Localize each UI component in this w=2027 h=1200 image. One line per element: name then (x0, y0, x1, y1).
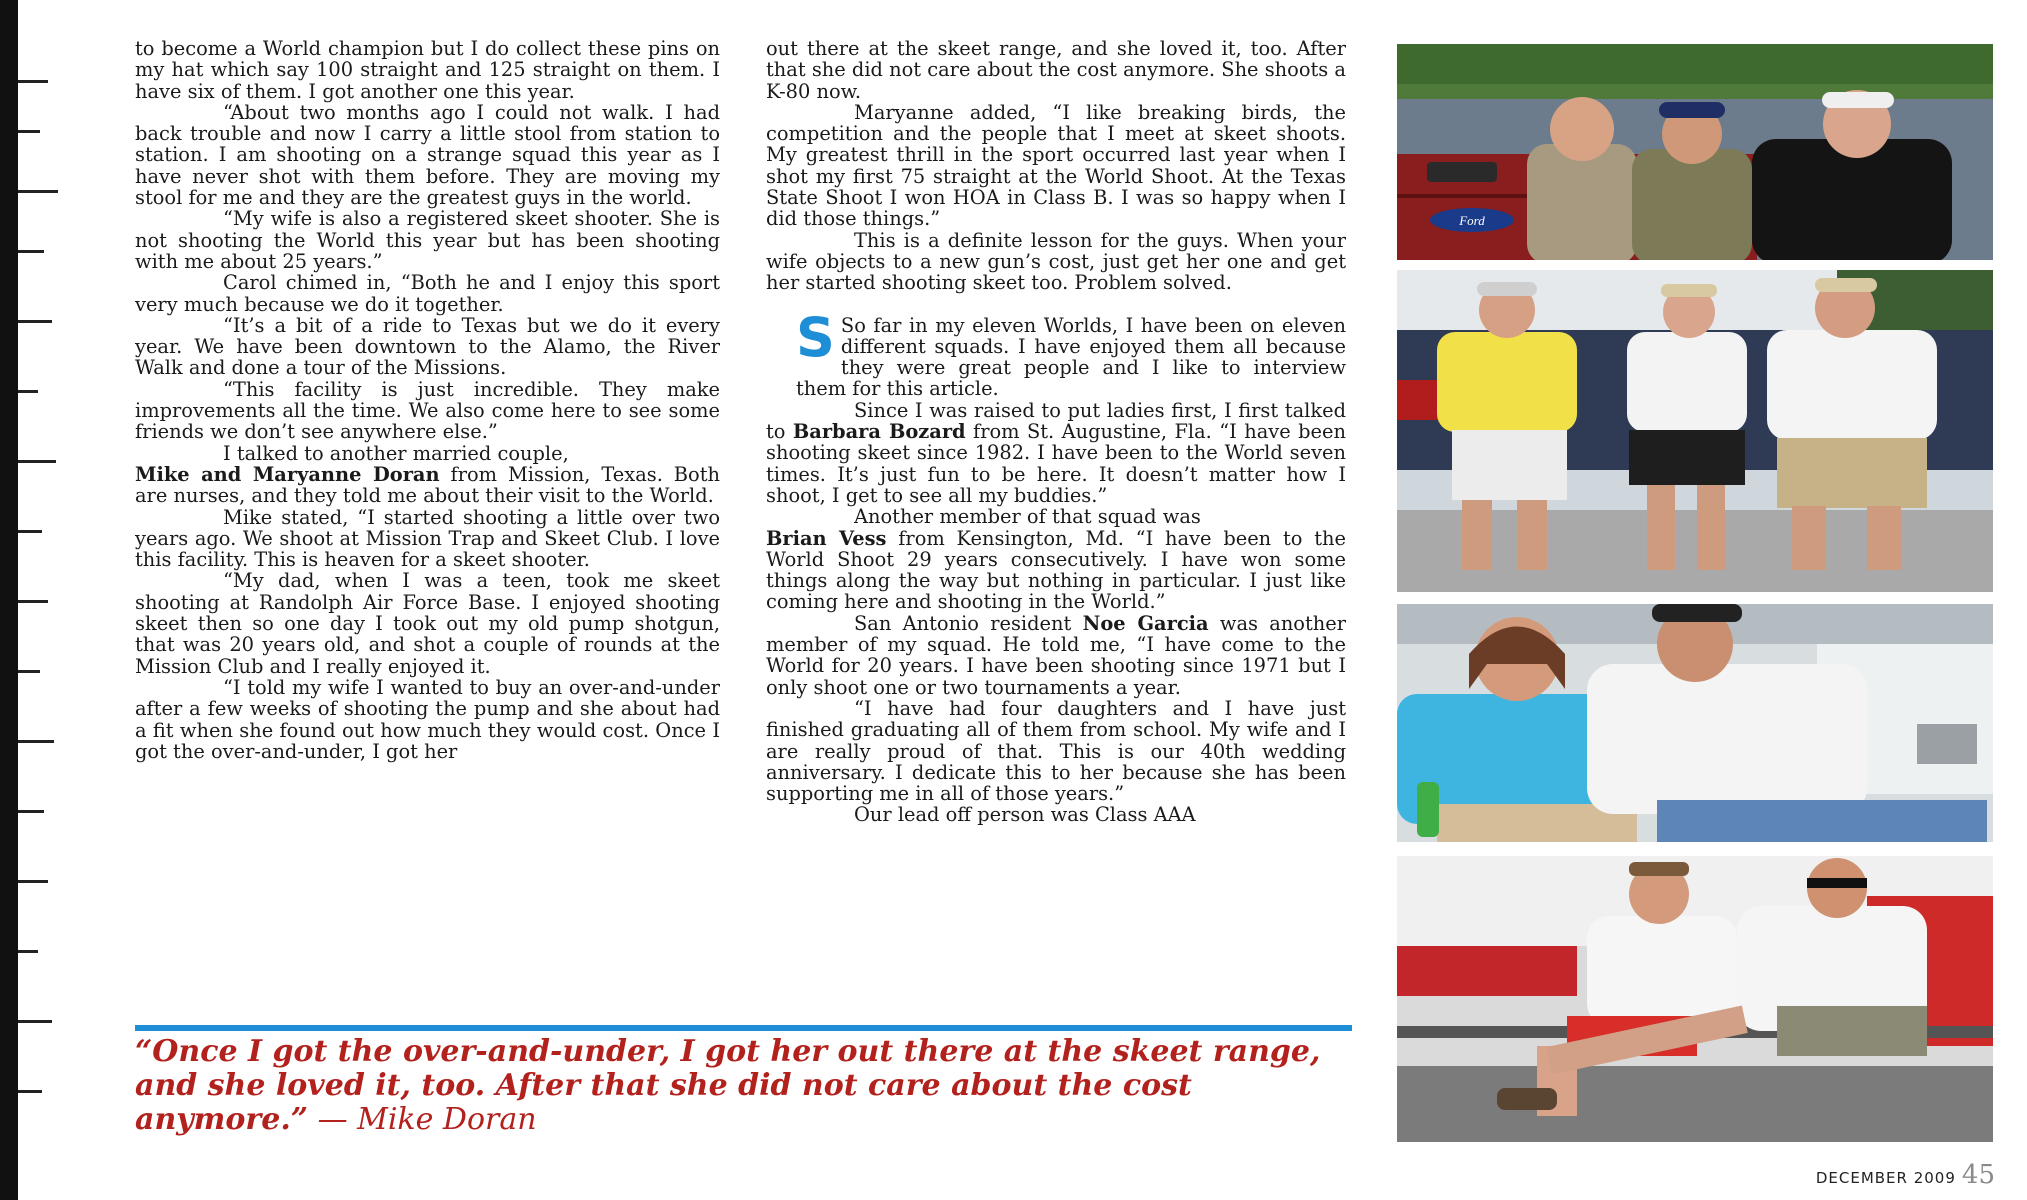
paragraph: “I told my wife I wanted to buy an over-and-under after a few weeks of shooting the pump and she about had a fit when she found out how much they would cost. Once I got the over-and-under, I got her (135, 675, 720, 763)
paragraph-text: was another member of my squad. He told me, “I have come to the World for 20 years. I have been shooting since 1971 but I only shoot one or two tournaments a year. (766, 611, 1347, 699)
name-barbara-bozard: Barbara Bozard (792, 420, 966, 444)
photo-couple-seated-indoors (1397, 604, 1993, 842)
paragraph-text: Since I was raised to put ladies first, I first talked to (766, 398, 1346, 444)
paragraph (766, 528, 1346, 613)
article-column-1 (135, 38, 720, 762)
paragraph: Mike stated, “I started shooting a little over two years ago. We shoot at Mission Trap and Skeet Club. I love this facility. This is heaven for a skeet shooter. (135, 505, 720, 572)
scan-binding-edge (0, 0, 18, 1200)
page-number: 45 (1961, 1160, 1995, 1190)
paragraph: “About two months ago I could not walk. I had back trouble and now I carry a little stool from station to station. I am shooting on a strange squad this year as I have never shot with them before. They are moving my stool for me and they are the greatest guys in the world. (135, 100, 720, 210)
paragraph (766, 400, 1346, 506)
paragraph: Maryanne added, “I like breaking birds, the competition and the people that I meet at skeet shoots. My greatest thrill in the sport occurred last year when I shot my first 75 straight at the World Shoot. At the Texas State Shoot I won HOA in Class B. I was so happy when I did those things.” (766, 100, 1346, 231)
photo-couple-on-bench (1397, 856, 1993, 1142)
page-footer (1816, 1160, 1995, 1190)
truck-badge: Ford (1459, 213, 1485, 228)
photo-three-men-by-truck (1397, 44, 1993, 260)
article-column-2 (766, 38, 1346, 826)
name-brian-vess: Brian Vess (766, 526, 887, 550)
photo-three-shooters-standing (1397, 270, 1993, 592)
paragraph (766, 305, 1346, 401)
paragraph: “My dad, when I was a teen, took me skeet shooting at Randolph Air Force Base. I enjoyed shooting skeet then so one day I took out my old pump shotgun, that was 20 years old, and shot a couple of rounds at the Mission Club and I really enjoyed it. (135, 569, 720, 678)
paragraph (766, 613, 1346, 698)
pull-quote-attribution: — Mike Doran (308, 1102, 537, 1137)
pull-quote-text: “Once I got the over-and-under, I got her out there at the skeet range, and she loved it, too. After that she did not care about the cost anymore.” (135, 1034, 1321, 1137)
name-noe-garcia: Noe Garcia (1082, 611, 1209, 635)
paragraph: Our lead off person was Class AAA (854, 803, 1196, 827)
paragraph: out there at the skeet range, and she loved it, too. After that she did not care about the cost anymore. She shoots a K-80 now. (766, 37, 1346, 103)
paragraph: This is a definite lesson for the guys. When your wife objects to a new gun’s cost, just get her one and get her started shooting skeet too. Problem solved. (766, 228, 1346, 295)
paragraph: Carol chimed in, “Both he and I enjoy this sport very much because we do it together. (135, 271, 720, 316)
paragraph: “This facility is just incredible. They make improvements all the time. We also come here to see some friends we don’t see anywhere else.” (135, 377, 720, 444)
paragraph-text: So far in my eleven Worlds, I have been on eleven different squads. I have enjoyed them all because they were great people and I like to interview them for this article. (796, 313, 1346, 401)
issue-date: DECEMBER 2009 (1815, 1169, 1956, 1187)
paragraph: “It’s a bit of a ride to Texas but we do it every year. We have been downtown to the Alamo, the River Walk and done a tour of the Missions. (135, 313, 720, 380)
paragraph: “I have had four daughters and I have just finished graduating all of them from school. My wife and I are really proud of that. This is our 40th wedding anniversary. I dedicate this to her because she has been supporting me in all of those years.” (766, 696, 1346, 806)
pull-quote-rule (135, 1025, 1352, 1031)
paragraph: to become a World champion but I do collect these pins on my hat which say 100 straight and 125 straight on them. I have six of them. I got another one this year. (135, 37, 720, 103)
paragraph-text: from Kensington, Md. “I have been to the World Shoot 29 years consecutively. I have won some things along the way but nothing in particular. I just like coming here and shooting in the World.” (766, 526, 1346, 614)
binding-stitch-marks (18, 70, 88, 1150)
pull-quote (135, 1035, 1365, 1137)
drop-cap: S (796, 305, 835, 369)
name-mike-maryanne-doran: Mike and Maryanne Doran (135, 462, 440, 486)
paragraph (135, 464, 720, 507)
paragraph-text: from St. Augustine, Fla. “I have been shooting skeet since 1982. I have been to the World seven times. It’s just fun to be here. It doesn’t matter how I shoot, I get to see all my buddies.” (766, 420, 1346, 507)
paragraph: I talked to another married couple, (223, 441, 569, 465)
paragraph: Another member of that squad was (854, 505, 1201, 529)
paragraph-text: San Antonio resident (854, 611, 1083, 635)
paragraph: “My wife is also a registered skeet shooter. She is not shooting the World this year but has been shooting with me about 25 years.” (135, 207, 720, 273)
paragraph-text: from Mission, Texas. Both are nurses, and they told me about their visit to the World. (135, 462, 720, 508)
section-spacer (766, 294, 1346, 315)
